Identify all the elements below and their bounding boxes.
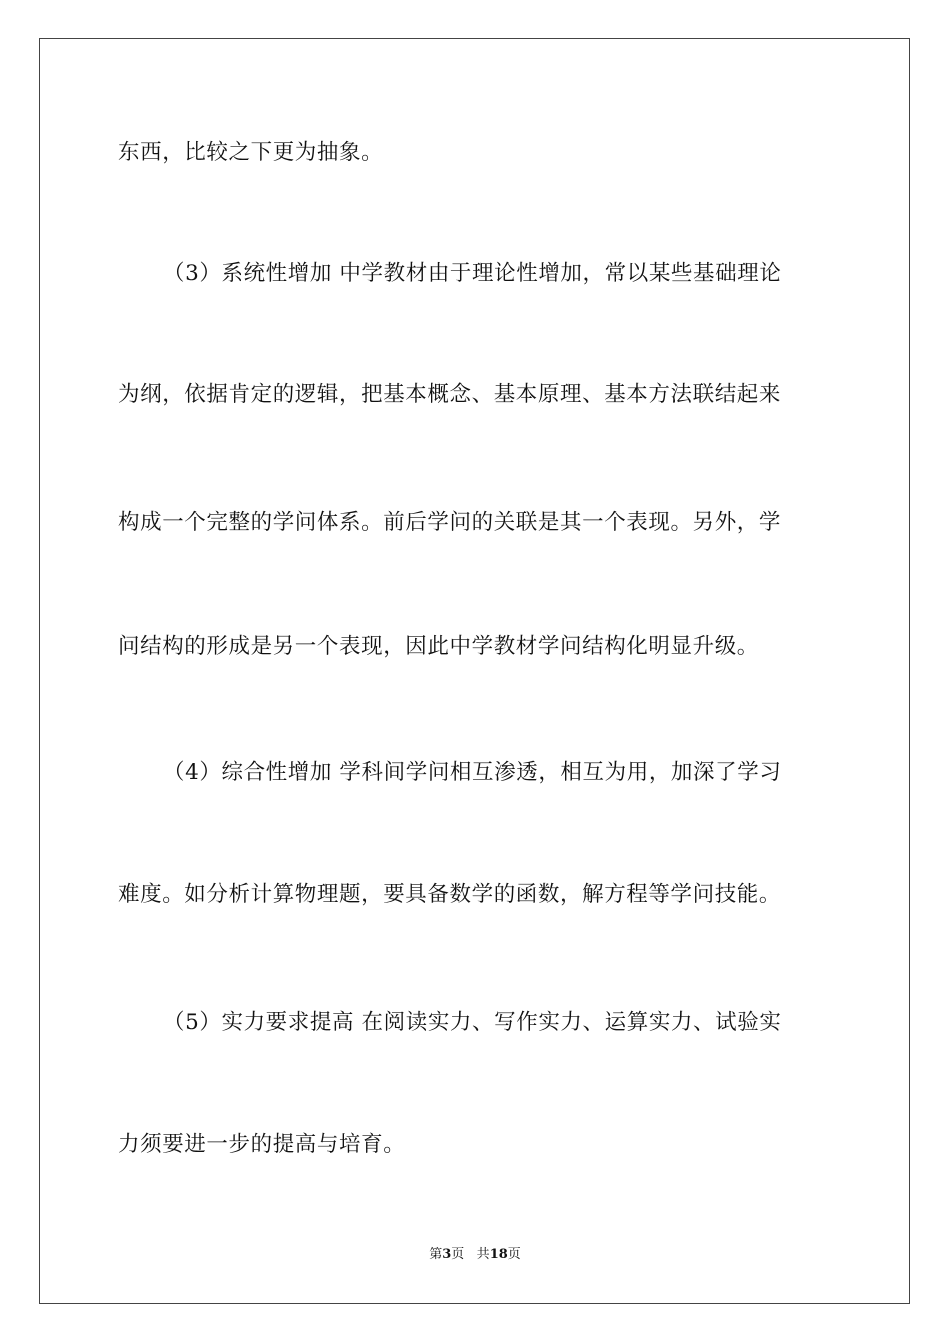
body-line-2: （3）系统性增加 中学教材由于理论性增加，常以某些基础理论 — [163, 261, 782, 286]
body-line-8: （5）实力要求提高 在阅读实力、写作实力、运算实力、试验实 — [163, 1010, 782, 1035]
footer-total-pages: 18 — [489, 1247, 508, 1262]
body-line-5: 问结构的形成是另一个表现，因此中学教材学问结构化明显升级。 — [118, 634, 759, 659]
body-line-3: 为纲，依据肯定的逻辑，把基本概念、基本原理、基本方法联结起来 — [118, 382, 782, 407]
footer-page-number: 3 — [442, 1247, 452, 1262]
footer-page-suffix: 页 — [451, 1247, 465, 1262]
page-footer — [0, 1246, 950, 1264]
body-line-4: 构成一个完整的学问体系。前后学问的关联是其一个表现。另外，学 — [118, 510, 782, 535]
body-line-6: （4）综合性增加 学科间学问相互渗透，相互为用，加深了学习 — [163, 760, 782, 785]
body-line-9: 力须要进一步的提高与培育。 — [118, 1132, 406, 1157]
body-line-7: 难度。如分析计算物理题，要具备数学的函数，解方程等学问技能。 — [118, 882, 782, 907]
footer-page-prefix: 第 — [429, 1247, 443, 1262]
footer-total-suffix: 页 — [507, 1247, 521, 1262]
footer-total-prefix: 共 — [476, 1247, 490, 1262]
page-border — [39, 38, 910, 1304]
body-line-1: 东西，比较之下更为抽象。 — [118, 140, 384, 165]
